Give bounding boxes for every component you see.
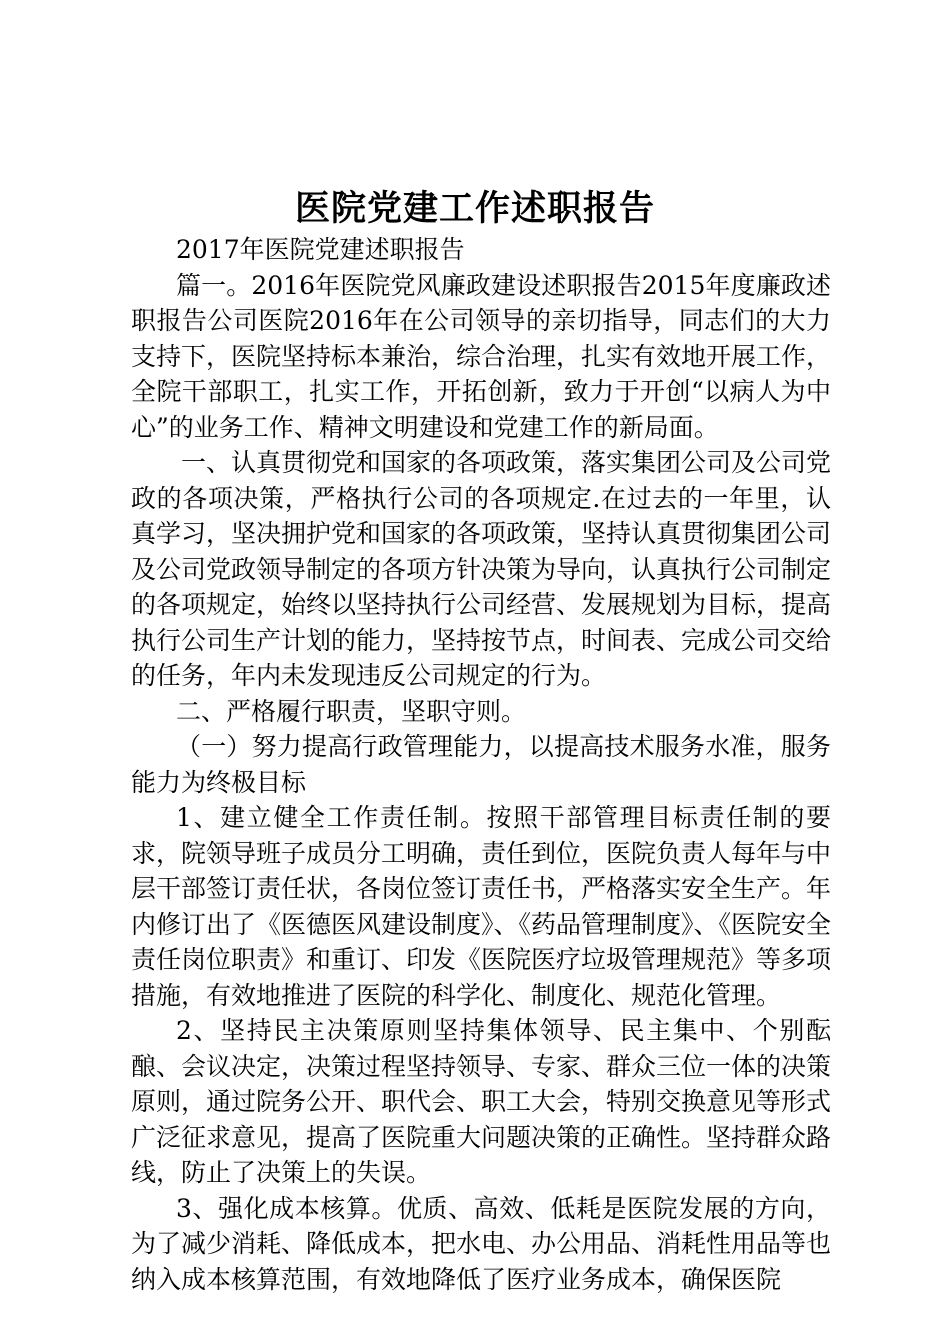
paragraph-intro: 篇一。2016年医院党风廉政建设述职报告2015年度廉政述职报告公司医院2016年在公司领导的亲切指导，同志们的大力支持下，医院坚持标本兼治，综合治理，扎实有效地开展工作，全院干部职工，扎实工作，开拓创新，致力于开创“以病人为中心”的业务工作、精神文明建设和党建工作的新局面。 (131, 270, 832, 442)
paragraph-subtitle: 2017年医院党建述职报告 (176, 235, 465, 264)
paragraph-item-1: 1、建立健全工作责任制。按照干部管理目标责任制的要求，院领导班子成员分工明确，责任到位，医院负责人每年与中层干部签订责任状，各岗位签订责任书，严格落实安全生产。年内修订出了《医德医风建设制度》、《药品管理制度》、《医院安全责任岗位职责》和重订、印发《医院医疗垃圾管理规范》等多项措施，有效地推进了医院的科学化、制度化、规范化管理。 (131, 803, 832, 1010)
paragraph-subsection-heading: （一）努力提高行政管理能力，以提高技术服务水准，服务能力为终极目标 (131, 732, 831, 797)
paragraph-section-two-heading: 二、严格履行职责，坚职守则。 (176, 696, 527, 726)
paragraph-item-2: 2、坚持民主决策原则坚持集体领导、民主集中、个别酝酿、会议决定，决策过程坚持领导、专家、群众三位一体的决策原则，通过院务公开、职代会、职工大会，特别交换意见等形式广泛征求意见，提高了医院重大问题决策的正确性。坚持群众路线，防止了决策上的失误。 (131, 1016, 832, 1187)
paragraph-item-3: 3、强化成本核算。优质、高效、低耗是医院发展的方向，为了减少消耗、降低成本，把水电、办公用品、消耗性用品等也纳入成本核算范围，有效地降低了医疗业务成本，确保医院 (131, 1193, 832, 1294)
paragraph-section-one: 一、认真贯彻党和国家的各项政策，落实集团公司及公司党政的各项决策，严格执行公司的各项规定.在过去的一年里，认真学习，坚决拥护党和国家的各项政策，坚持认真贯彻集团公司及公司党政领导制定的各项方针决策为导向，认真执行公司制定的各项规定，始终以坚持执行公司经营、发展规划为目标，提高执行公司生产计划的能力，坚持按节点，时间表、完成公司交给的任务，年内未发现违反公司规定的行为。 (131, 448, 832, 690)
document-title: 医院党建工作述职报告 (294, 188, 655, 229)
document-body (131, 232, 831, 1297)
